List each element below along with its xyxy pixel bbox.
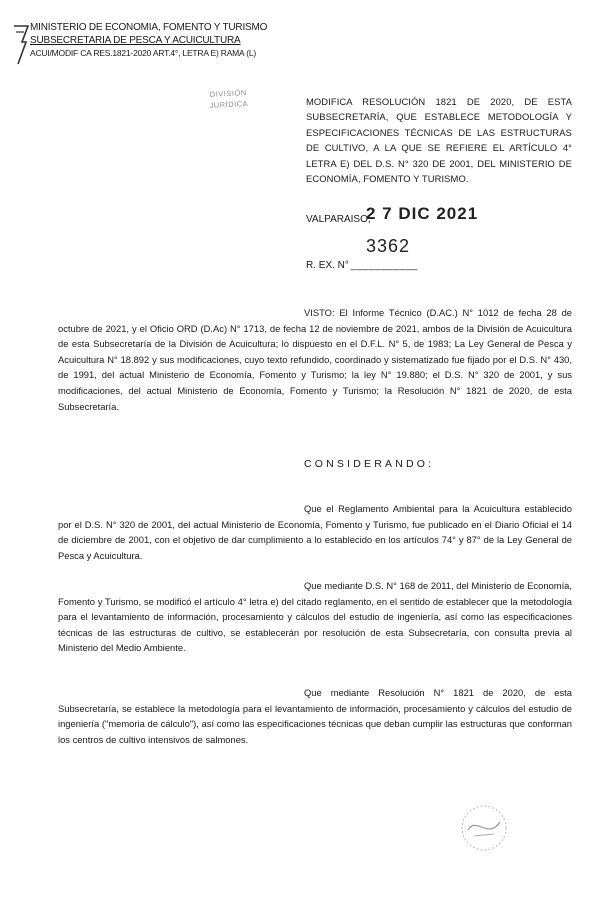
division-juridica-stamp [195,86,263,129]
ministry-name: MINISTERIO DE ECONOMIA, FOMENTO Y TURISMO [30,22,268,33]
rex-blank: ___________ [350,260,418,271]
visto-paragraph: VISTO: El Informe Técnico (D.AC.) N° 1012 de fecha 28 de octubre de 2021, y el Oficio ORD (D.Ac) N° 1713, de fecha 12 de noviembre de 2021, ambos de la División de Acuicultura de esta Subsecretaría de la División de Acuicultura; lo dispuesto en el D.F.L. N° 5, de 1983; La Ley General de Pesca y Acuicultura N° 18.892 y sus modificaciones, cuyo texto refundido, coordinado y sistematizado fue fijado por el D.S. N° 430, de 1991, del actual Ministerio de Economía, Fomento y Turismo; la ley N° 19.880; el D.S. N° 320 de 2001, y sus modificaciones, del actual Ministerio de Economía, Fomento y Turismo; la Resolución N° 1821 de 2020, de esta Subsecretaría. [58,307,572,412]
signature-seal-icon [454,800,514,855]
resolution-number: 3362 [366,236,411,256]
subsecretaria-name: SUBSECRETARIA DE PESCA Y ACUICULTURA [30,35,241,46]
document-reference: ACUI/MODIF CA RES.1821-2020 ART.4°, LETRA E) RAMA (L) [30,48,257,58]
stamp-line-2: JURÍDICA [209,99,249,111]
rex-label: R. EX. N° [306,260,349,271]
considerando-paragraph-2: Que mediante D.S. N° 168 de 2011, del Ministerio de Economía, Fomento y Turismo, se modificó el artículo 4° letra e) del citado reglamento, en el sentido de establecer que la metodología para el levantamiento de información, procesamiento y cálculos del estudio de ingeniería, así como las especificaciones técnicas de las estructuras de cultivo, se establecerán por resolución de esta Subsecretaría, con consulta previa al Ministerio del Medio Ambiente. [58,580,572,654]
considerando-paragraph-1: Que el Reglamento Ambiental para la Acuicultura establecido por el D.S. N° 320 de 2001, del actual Ministerio de Economía, Fomento y Turismo, fue publicado en el Diario Oficial el 14 de diciembre de 2001, con el objetivo de dar cumplimiento a lo establecido en los artículos 74° y 87° de la Ley General de Pesca y Acuicultura. [58,503,572,561]
considerando-paragraph-3: Que mediante Resolución N° 1821 de 2020, de esta Subsecretaría, se establece la metodología para el levantamiento de información, procesamiento y cálculos del estudio de ingeniería ("memoria de cálculo"), así como las especificaciones técnicas que deban cumplir las estructuras que conforman los centros de cultivo intensivos de salmones. [58,687,572,745]
date-stamp: 2 7 DIC 2021 [366,204,479,223]
ministry-logo-icon [12,22,30,68]
place-label: VALPARAISO, [306,214,371,225]
stamp-line-1: DIVISIÓN [209,88,247,99]
considerando-heading: CONSIDERANDO: [304,458,435,470]
resolution-subject: MODIFICA RESOLUCIÓN 1821 DE 2020, DE ESTA SUBSECRETARÍA, QUE ESTABLECE METODOLOGÍA Y ESPECIFICACIONES TÉCNICAS DE LAS ESTRUCTURAS DE CULTIVO, A LA QUE SE REFIERE EL ARTÍCULO 4° LETRA E) DEL D.S. N° 320 DE 2001, DEL MINISTERIO DE ECONOMÍA, FOMENTO Y TURISMO. [306,96,572,185]
rex-line [306,260,418,271]
letterhead [30,21,267,60]
